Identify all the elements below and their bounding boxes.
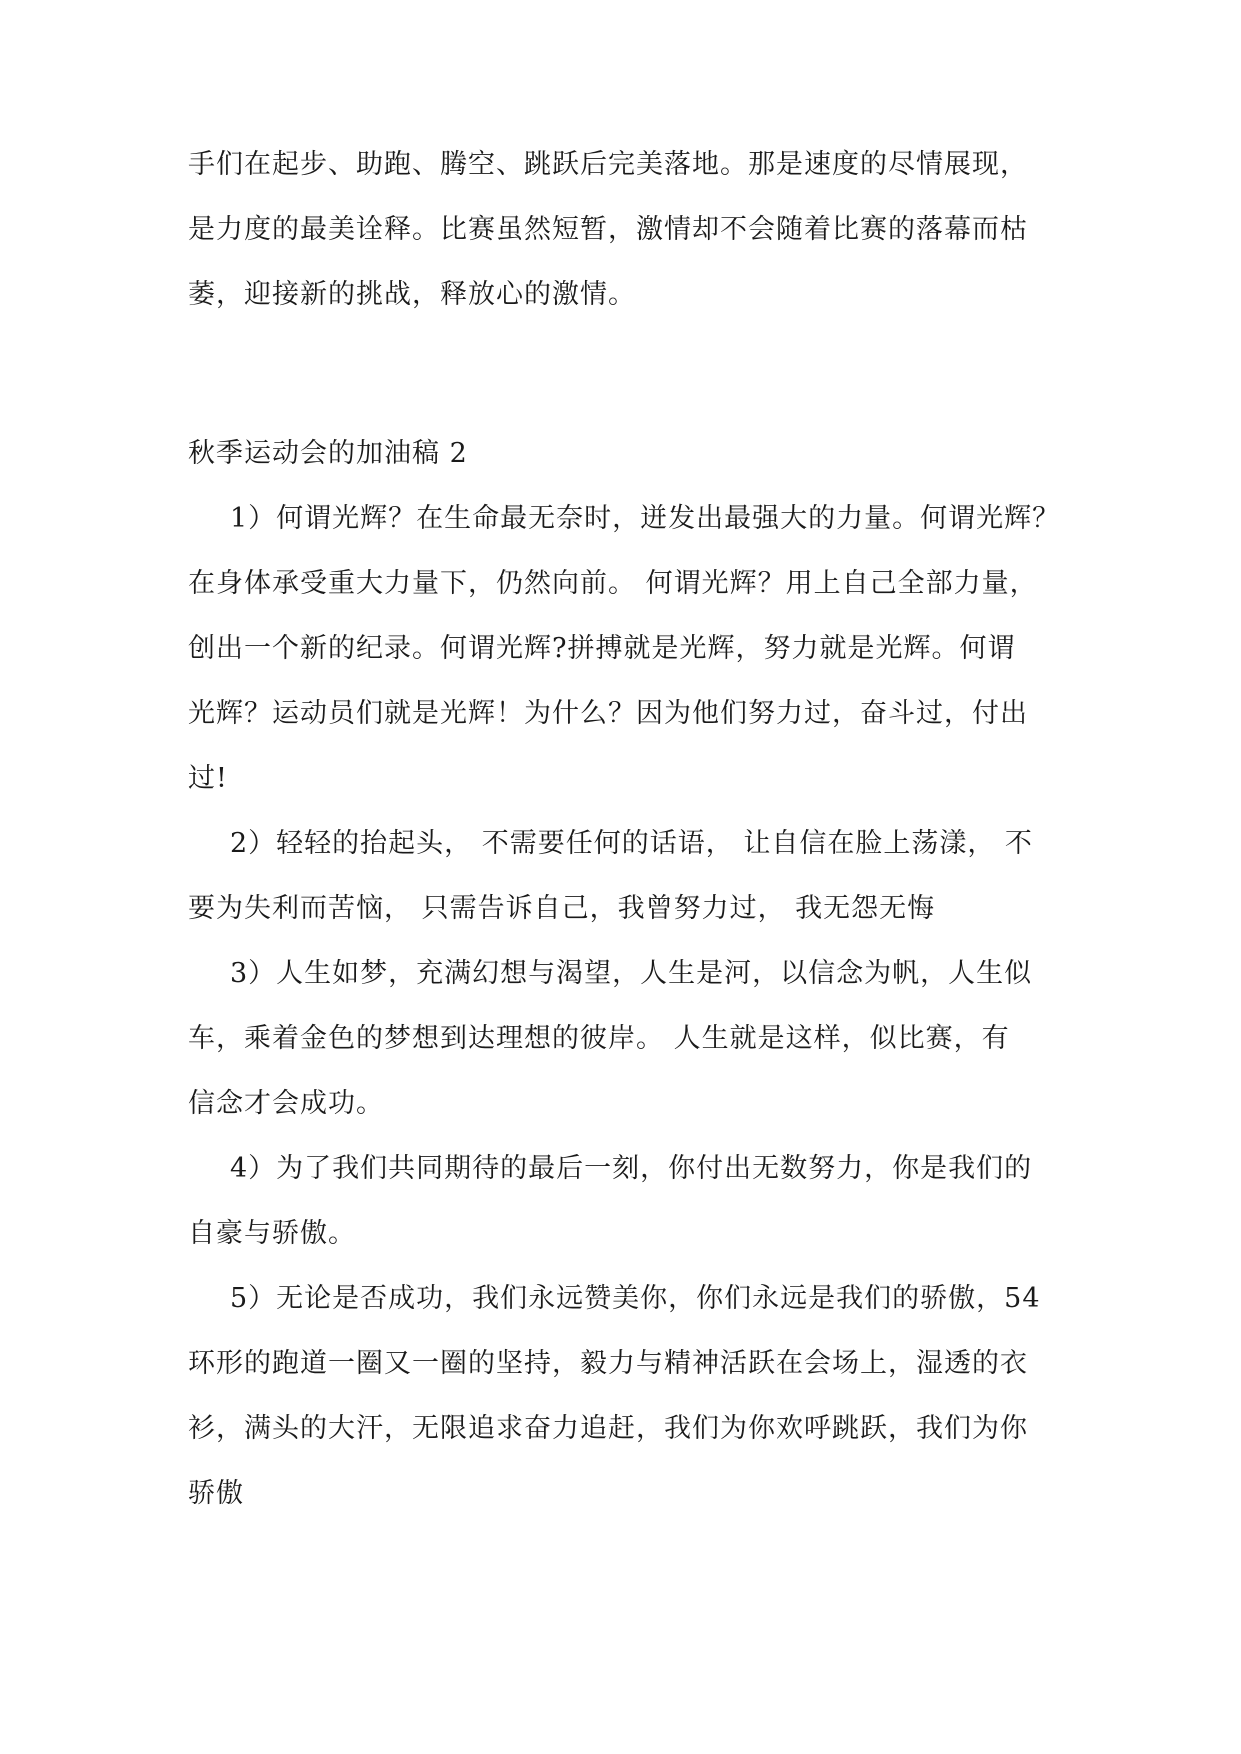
text-line: 1）何谓光辉？在生命最无奈时，迸发出最强大的力量。何谓光辉？ xyxy=(230,503,1061,534)
paragraph-4 xyxy=(188,1136,1088,1266)
text-line: 信念才会成功。 xyxy=(188,1088,384,1119)
paragraph-2 xyxy=(188,811,1088,941)
text-line: 是力度的最美诠释。比赛虽然短暂，激情却不会随着比赛的落幕而枯 xyxy=(188,214,1028,245)
text-line: 4）为了我们共同期待的最后一刻，你付出无数努力，你是我们的 xyxy=(230,1153,1033,1184)
text-line: 要为失利而苦恼， 只需告诉自己，我曾努力过， 我无怨无悔 xyxy=(188,893,936,924)
text-line: 在身体承受重大力量下，仍然向前。 何谓光辉？用上自己全部力量， xyxy=(188,568,1038,599)
text-line: 2）轻轻的抬起头， 不需要任何的话语， 让自信在脸上荡漾， 不 xyxy=(230,828,1033,859)
text-line: 过! xyxy=(188,763,228,794)
text-line: 手们在起步、助跑、腾空、跳跃后完美落地。那是速度的尽情展现， xyxy=(188,149,1028,180)
text-line: 衫，满头的大汗，无限追求奋力追赶，我们为你欢呼跳跃，我们为你 xyxy=(188,1413,1028,1444)
section-heading-block xyxy=(188,421,1088,486)
text-line: 车，乘着金色的梦想到达理想的彼岸。 人生就是这样，似比赛，有 xyxy=(188,1023,1010,1054)
paragraph-5 xyxy=(188,1266,1088,1526)
text-line: 创出一个新的纪录。何谓光辉?拼搏就是光辉，努力就是光辉。何谓 xyxy=(188,633,1016,664)
text-line: 3）人生如梦，充满幻想与渴望，人生是河，以信念为帆，人生似 xyxy=(230,958,1033,989)
text-line: 5）无论是否成功，我们永远赞美你，你们永远是我们的骄傲，54 xyxy=(230,1283,1041,1314)
section-heading: 秋季运动会的加油稿 2 xyxy=(188,438,468,469)
text-line: 骄傲 xyxy=(188,1478,244,1509)
text-line: 自豪与骄傲。 xyxy=(188,1218,356,1249)
text-line: 萎，迎接新的挑战，释放心的激情。 xyxy=(188,279,636,310)
paragraph-1 xyxy=(188,486,1088,811)
text-line: 环形的跑道一圈又一圈的坚持，毅力与精神活跃在会场上，湿透的衣 xyxy=(188,1348,1028,1379)
paragraph-3 xyxy=(188,941,1088,1136)
intro-paragraph xyxy=(188,132,1088,327)
text-line: 光辉？运动员们就是光辉！为什么？因为他们努力过，奋斗过，付出 xyxy=(188,698,1028,729)
